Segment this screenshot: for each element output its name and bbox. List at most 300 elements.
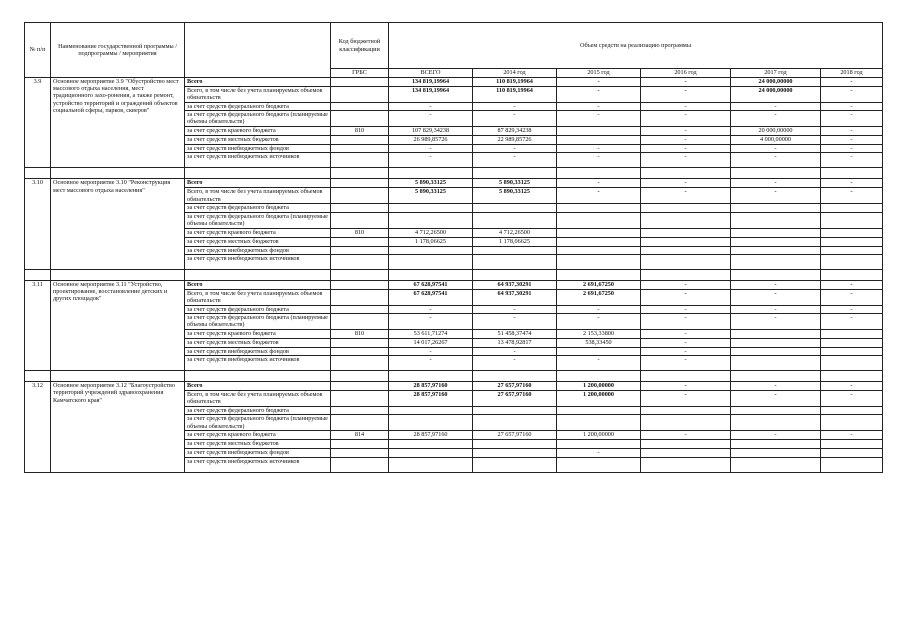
amount-total: 107 829,34238 <box>389 127 473 136</box>
amount-y2017 <box>731 246 821 254</box>
funding-source-label: Всего <box>185 382 331 391</box>
amount-y2014 <box>473 415 557 431</box>
amount-total <box>389 212 473 228</box>
amount-y2017 <box>731 339 821 348</box>
amount-y2018 <box>821 212 883 228</box>
amount-y2014: - <box>473 103 557 111</box>
amount-total: 134 819,19964 <box>389 78 473 87</box>
item-number: 3.12 <box>25 382 51 472</box>
grbs-code <box>331 246 389 254</box>
grbs-code <box>331 289 389 305</box>
funding-source-label: за счет средств краевого бюджета <box>185 431 331 440</box>
funding-source-label: Всего, в том числе без учета планируемых объемов обязательств <box>185 289 331 305</box>
amount-y2016: - <box>641 330 731 339</box>
funding-source-label: за счет средств местных бюджетов <box>185 237 331 246</box>
separator-cell <box>389 269 473 280</box>
amount-y2018: - <box>821 87 883 103</box>
amount-y2017 <box>731 457 821 472</box>
item-name: Основное мероприятие 3.12 "Благоустройство территорий учреждений здравоохранения Камчатского края" <box>51 382 185 472</box>
separator-cell <box>731 371 821 382</box>
separator-cell <box>25 371 51 382</box>
header-volume: Объем средств на реализацию программы <box>389 23 883 69</box>
amount-y2017: - <box>731 111 821 127</box>
amount-y2015: 1 200,00000 <box>557 431 641 440</box>
grbs-code <box>331 237 389 246</box>
amount-y2018: - <box>821 127 883 136</box>
amount-y2015: - <box>557 314 641 330</box>
amount-y2018 <box>821 330 883 339</box>
amount-total: - <box>389 314 473 330</box>
grbs-code: 814 <box>331 431 389 440</box>
amount-total: - <box>389 153 473 168</box>
item-number: 3.9 <box>25 78 51 168</box>
amount-y2016: - <box>641 431 731 440</box>
funding-source-label: за счет средств местных бюджетов <box>185 440 331 449</box>
amount-y2014: - <box>473 356 557 371</box>
separator-cell <box>51 371 185 382</box>
grbs-code <box>331 103 389 111</box>
separator-cell <box>185 168 331 179</box>
funding-source-label: за счет средств федерального бюджета (планируемые объемы обязательств) <box>185 111 331 127</box>
amount-y2014: 5 890,33125 <box>473 179 557 188</box>
amount-y2018: - <box>821 103 883 111</box>
amount-y2018 <box>821 228 883 237</box>
amount-y2018: - <box>821 145 883 153</box>
amount-y2016: - <box>641 348 731 356</box>
amount-y2015: 1 200,00000 <box>557 382 641 391</box>
amount-y2014: 64 937,30291 <box>473 289 557 305</box>
funding-source-label: за счет средств внебюджетных источников <box>185 254 331 269</box>
amount-y2018 <box>821 415 883 431</box>
separator-cell <box>331 269 389 280</box>
funding-source-label: за счет средств федерального бюджета <box>185 305 331 313</box>
amount-y2014: 27 657,97160 <box>473 391 557 407</box>
amount-y2015: - <box>557 145 641 153</box>
funding-source-label: Всего <box>185 280 331 289</box>
amount-y2015: 2 691,67250 <box>557 289 641 305</box>
separator-cell <box>821 168 883 179</box>
amount-y2017 <box>731 440 821 449</box>
amount-y2016 <box>641 457 731 472</box>
funding-source-label: Всего, в том числе без учета планируемых объемов обязательств <box>185 87 331 103</box>
funding-source-label: за счет средств местных бюджетов <box>185 339 331 348</box>
funding-source-label: Всего <box>185 78 331 87</box>
amount-y2017: 24 000,00000 <box>731 87 821 103</box>
amount-y2014 <box>473 204 557 212</box>
amount-y2014: 87 829,34238 <box>473 127 557 136</box>
amount-y2015: - <box>557 87 641 103</box>
amount-total: 5 890,33125 <box>389 179 473 188</box>
table-row <box>25 179 883 188</box>
amount-y2018: - <box>821 280 883 289</box>
amount-total: 67 628,97541 <box>389 280 473 289</box>
amount-y2017: 24 000,00000 <box>731 78 821 87</box>
amount-y2016: - <box>641 78 731 87</box>
amount-y2015: - <box>557 103 641 111</box>
amount-total: - <box>389 103 473 111</box>
amount-total: 14 017,26267 <box>389 339 473 348</box>
block-separator <box>25 168 883 179</box>
amount-y2017 <box>731 212 821 228</box>
funding-source-label: за счет средств внебюджетных фондов <box>185 449 331 457</box>
funding-source-label: Всего <box>185 179 331 188</box>
amount-y2018: - <box>821 111 883 127</box>
grbs-code: 810 <box>331 127 389 136</box>
amount-y2017 <box>731 254 821 269</box>
amount-y2016: - <box>641 280 731 289</box>
amount-total: 53 611,71274 <box>389 330 473 339</box>
amount-y2017: - <box>731 391 821 407</box>
amount-y2017: - <box>731 153 821 168</box>
grbs-code <box>331 188 389 204</box>
amount-total <box>389 204 473 212</box>
amount-y2015 <box>557 457 641 472</box>
amount-y2015 <box>557 407 641 415</box>
funding-source-label: за счет средств внебюджетных фондов <box>185 145 331 153</box>
amount-y2015 <box>557 246 641 254</box>
amount-y2014: - <box>473 305 557 313</box>
amount-y2016: - <box>641 87 731 103</box>
grbs-code <box>331 391 389 407</box>
amount-y2014: 64 937,30291 <box>473 280 557 289</box>
amount-total: 28 857,97160 <box>389 431 473 440</box>
amount-y2016: - <box>641 188 731 204</box>
amount-y2015: - <box>557 153 641 168</box>
amount-y2014 <box>473 449 557 457</box>
grbs-code <box>331 449 389 457</box>
separator-cell <box>641 269 731 280</box>
amount-y2016: - <box>641 305 731 313</box>
amount-y2014: - <box>473 111 557 127</box>
amount-y2018: - <box>821 391 883 407</box>
amount-y2016: - <box>641 136 731 145</box>
amount-y2018: - <box>821 78 883 87</box>
amount-y2018 <box>821 457 883 472</box>
amount-y2015: - <box>557 305 641 313</box>
amount-y2017 <box>731 449 821 457</box>
amount-y2014: - <box>473 314 557 330</box>
grbs-code <box>331 179 389 188</box>
funding-source-label: за счет средств федерального бюджета (планируемые объемы обязательств) <box>185 212 331 228</box>
amount-y2014: 110 819,19964 <box>473 78 557 87</box>
amount-y2018: - <box>821 179 883 188</box>
grbs-code <box>331 212 389 228</box>
amount-y2014 <box>473 440 557 449</box>
amount-total: 26 989,85726 <box>389 136 473 145</box>
amount-y2015 <box>557 237 641 246</box>
separator-cell <box>389 168 473 179</box>
amount-y2018: - <box>821 153 883 168</box>
amount-y2016 <box>641 204 731 212</box>
funding-source-label: за счет средств внебюджетных фондов <box>185 348 331 356</box>
amount-y2017 <box>731 415 821 431</box>
amount-y2017: - <box>731 280 821 289</box>
amount-total: - <box>389 111 473 127</box>
funding-source-label: за счет средств местных бюджетов <box>185 136 331 145</box>
separator-cell <box>731 269 821 280</box>
amount-y2016: - <box>641 382 731 391</box>
amount-y2017 <box>731 348 821 356</box>
amount-y2014: 22 989,85726 <box>473 136 557 145</box>
amount-total <box>389 407 473 415</box>
grbs-code <box>331 339 389 348</box>
amount-y2017 <box>731 330 821 339</box>
grbs-code <box>331 78 389 87</box>
amount-y2015 <box>557 254 641 269</box>
grbs-code <box>331 153 389 168</box>
amount-total: 134 819,19964 <box>389 87 473 103</box>
amount-y2017 <box>731 237 821 246</box>
amount-y2015: - <box>557 111 641 127</box>
grbs-code <box>331 136 389 145</box>
amount-total: - <box>389 305 473 313</box>
amount-y2014: 51 458,37474 <box>473 330 557 339</box>
header-2017: 2017 год <box>731 69 821 78</box>
table-row <box>25 382 883 391</box>
amount-y2016: - <box>641 145 731 153</box>
amount-y2018: - <box>821 314 883 330</box>
amount-y2015: - <box>557 78 641 87</box>
amount-y2015: 1 200,00000 <box>557 391 641 407</box>
amount-y2014: 27 657,97160 <box>473 431 557 440</box>
amount-y2017: - <box>731 314 821 330</box>
amount-y2014 <box>473 246 557 254</box>
separator-cell <box>25 168 51 179</box>
grbs-code <box>331 457 389 472</box>
header-2015: 2015 год <box>557 69 641 78</box>
amount-y2016 <box>641 415 731 431</box>
amount-y2015 <box>557 228 641 237</box>
amount-total: 28 857,97160 <box>389 382 473 391</box>
amount-y2015 <box>557 127 641 136</box>
header-code: Код бюджетной классификации <box>331 23 389 69</box>
grbs-code <box>331 280 389 289</box>
funding-source-label: Всего, в том числе без учета планируемых объемов обязательств <box>185 188 331 204</box>
amount-total <box>389 415 473 431</box>
separator-cell <box>557 371 641 382</box>
amount-y2014 <box>473 457 557 472</box>
funding-source-label: за счет средств внебюджетных источников <box>185 457 331 472</box>
separator-cell <box>51 168 185 179</box>
funding-source-label: за счет средств краевого бюджета <box>185 127 331 136</box>
grbs-code <box>331 382 389 391</box>
amount-y2015: - <box>557 449 641 457</box>
grbs-code <box>331 440 389 449</box>
amount-total: 5 890,33125 <box>389 188 473 204</box>
item-name: Основное мероприятие 3.9 "Обустройство мест массового отдыха населения, мест традиционного захо-ронения, а также ремонт, устройство территорий и ограждений объектов социальной сферы, парков, скверов" <box>51 78 185 168</box>
grbs-code <box>331 111 389 127</box>
amount-total <box>389 457 473 472</box>
separator-cell <box>389 371 473 382</box>
amount-y2014: - <box>473 348 557 356</box>
amount-y2014 <box>473 212 557 228</box>
amount-total: 28 857,97160 <box>389 391 473 407</box>
grbs-code <box>331 407 389 415</box>
amount-y2018 <box>821 237 883 246</box>
amount-y2014 <box>473 254 557 269</box>
amount-y2014: 5 890,33125 <box>473 188 557 204</box>
amount-y2016 <box>641 407 731 415</box>
amount-total <box>389 254 473 269</box>
amount-y2018 <box>821 254 883 269</box>
program-funding-table <box>24 22 883 473</box>
amount-y2015: - <box>557 179 641 188</box>
amount-total: 1 178,06625 <box>389 237 473 246</box>
funding-source-label: за счет средств краевого бюджета <box>185 228 331 237</box>
amount-y2016: - <box>641 391 731 407</box>
separator-cell <box>557 168 641 179</box>
amount-y2017 <box>731 407 821 415</box>
table-row <box>25 280 883 289</box>
amount-y2017: - <box>731 145 821 153</box>
grbs-code <box>331 314 389 330</box>
header-2018: 2018 год <box>821 69 883 78</box>
funding-source-label: за счет средств внебюджетных источников <box>185 356 331 371</box>
amount-y2018: - <box>821 188 883 204</box>
grbs-code <box>331 87 389 103</box>
amount-y2016: - <box>641 103 731 111</box>
amount-y2018: - <box>821 136 883 145</box>
header-grbs: ГРБС <box>331 69 389 78</box>
separator-cell <box>331 371 389 382</box>
separator-cell <box>185 371 331 382</box>
separator-cell <box>185 269 331 280</box>
amount-y2017: - <box>731 431 821 440</box>
amount-y2015 <box>557 136 641 145</box>
separator-cell <box>51 269 185 280</box>
item-name: Основное мероприятие 3.10 "Реконструкция мест массового отдыха населения" <box>51 179 185 269</box>
amount-y2017 <box>731 356 821 371</box>
amount-total: - <box>389 356 473 371</box>
funding-source-label: за счет средств внебюджетных источников <box>185 153 331 168</box>
amount-y2016 <box>641 254 731 269</box>
amount-y2018: - <box>821 382 883 391</box>
amount-y2014: - <box>473 145 557 153</box>
amount-y2015 <box>557 415 641 431</box>
amount-y2017: - <box>731 289 821 305</box>
funding-source-label: за счет средств федерального бюджета <box>185 204 331 212</box>
item-name: Основное мероприятие 3.11 "Устройство, проектирование, восстановление детских и других площадок" <box>51 280 185 370</box>
grbs-code <box>331 305 389 313</box>
amount-y2016: - <box>641 289 731 305</box>
amount-y2015: - <box>557 188 641 204</box>
amount-y2016 <box>641 228 731 237</box>
amount-y2015 <box>557 212 641 228</box>
separator-cell <box>25 269 51 280</box>
program-table-sheet <box>24 22 883 473</box>
header-2014: 2014 год <box>473 69 557 78</box>
amount-y2016: - <box>641 356 731 371</box>
amount-total <box>389 449 473 457</box>
block-separator <box>25 371 883 382</box>
amount-y2018 <box>821 204 883 212</box>
amount-y2015 <box>557 204 641 212</box>
amount-y2017: - <box>731 382 821 391</box>
amount-y2016: - <box>641 127 731 136</box>
amount-y2017: 20 000,00000 <box>731 127 821 136</box>
separator-cell <box>331 168 389 179</box>
amount-y2014: - <box>473 153 557 168</box>
amount-total: - <box>389 348 473 356</box>
amount-y2016: - <box>641 111 731 127</box>
grbs-code <box>331 348 389 356</box>
amount-y2014: 1 178,06625 <box>473 237 557 246</box>
amount-y2016 <box>641 246 731 254</box>
amount-total: - <box>389 145 473 153</box>
separator-cell <box>557 269 641 280</box>
funding-source-label: за счет средств федерального бюджета <box>185 407 331 415</box>
amount-y2018 <box>821 339 883 348</box>
amount-total: 67 628,97541 <box>389 289 473 305</box>
amount-y2016 <box>641 440 731 449</box>
amount-y2017 <box>731 204 821 212</box>
amount-y2016: - <box>641 314 731 330</box>
amount-y2015: - <box>557 356 641 371</box>
separator-cell <box>473 371 557 382</box>
funding-source-label: за счет средств федерального бюджета (планируемые объемы обязательств) <box>185 314 331 330</box>
table-row <box>25 78 883 87</box>
amount-y2014 <box>473 407 557 415</box>
amount-y2018 <box>821 440 883 449</box>
amount-total <box>389 440 473 449</box>
amount-y2017: - <box>731 188 821 204</box>
amount-y2014: 4 712,26500 <box>473 228 557 237</box>
amount-y2018: - <box>821 305 883 313</box>
amount-y2016 <box>641 449 731 457</box>
grbs-code <box>331 204 389 212</box>
separator-cell <box>821 371 883 382</box>
amount-y2016 <box>641 212 731 228</box>
item-number: 3.10 <box>25 179 51 269</box>
amount-y2016: - <box>641 153 731 168</box>
amount-y2016 <box>641 237 731 246</box>
separator-cell <box>641 168 731 179</box>
funding-source-label: Всего, в том числе без учета планируемых объемов обязательств <box>185 391 331 407</box>
grbs-code: 810 <box>331 330 389 339</box>
amount-y2014: 27 657,97160 <box>473 382 557 391</box>
amount-y2017: - <box>731 103 821 111</box>
amount-y2014: 13 478,92817 <box>473 339 557 348</box>
separator-cell <box>641 371 731 382</box>
amount-y2017: - <box>731 179 821 188</box>
amount-y2018: - <box>821 431 883 440</box>
grbs-code <box>331 145 389 153</box>
amount-total <box>389 246 473 254</box>
amount-y2016: - <box>641 179 731 188</box>
header-blank <box>185 23 331 78</box>
amount-total: 4 712,26500 <box>389 228 473 237</box>
separator-cell <box>821 269 883 280</box>
header-name: Наименование государственной программы / подпрограммы / мероприятия <box>51 23 185 78</box>
separator-cell <box>473 269 557 280</box>
amount-y2015 <box>557 440 641 449</box>
amount-y2016: - <box>641 339 731 348</box>
amount-y2018 <box>821 449 883 457</box>
amount-y2015 <box>557 348 641 356</box>
header-num: № п/п <box>25 23 51 78</box>
amount-y2018 <box>821 348 883 356</box>
header-2016: 2016 год <box>641 69 731 78</box>
separator-cell <box>731 168 821 179</box>
amount-y2015: 2 691,67250 <box>557 280 641 289</box>
separator-cell <box>473 168 557 179</box>
amount-y2015: 2 153,33800 <box>557 330 641 339</box>
amount-y2018 <box>821 246 883 254</box>
item-number: 3.11 <box>25 280 51 370</box>
amount-y2017 <box>731 228 821 237</box>
amount-y2017: 4 000,00000 <box>731 136 821 145</box>
funding-source-label: за счет средств федерального бюджета (планируемые объемы обязательств) <box>185 415 331 431</box>
